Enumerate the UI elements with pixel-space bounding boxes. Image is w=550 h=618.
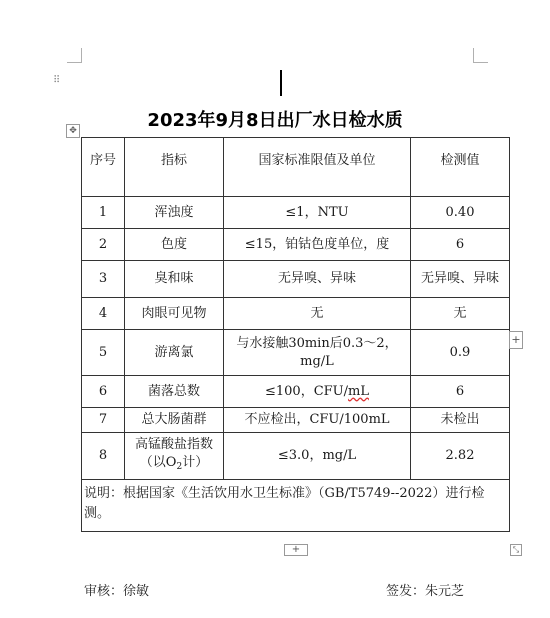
- drag-handle-icon[interactable]: ⠿: [53, 75, 60, 86]
- measured-value: 2.82: [411, 433, 510, 480]
- resize-icon[interactable]: ⤡: [510, 544, 522, 556]
- standard-limit: 无异嗅、异味: [224, 261, 411, 298]
- indicator-text: 计）: [182, 455, 209, 470]
- issuer-signature: 签发：朱元芝: [386, 584, 465, 599]
- note-row: [82, 480, 510, 532]
- standard-limit: ≤1，NTU: [224, 197, 411, 229]
- text-cursor: [280, 70, 282, 96]
- indicator-name-line: [127, 454, 221, 476]
- standard-limit: [224, 376, 411, 408]
- document-title: 2023年9月8日出厂水日检水质: [147, 110, 403, 131]
- indicator-name: 浑浊度: [125, 197, 224, 229]
- table-header-row: [82, 138, 510, 197]
- standard-limit: ≤15，铂钴色度单位，度: [224, 229, 411, 261]
- indicator-name: 臭和味: [125, 261, 224, 298]
- standard-limit: 无: [224, 298, 411, 330]
- indicator-name: 总大肠菌群: [125, 408, 224, 433]
- indicator-name: 肉眼可见物: [125, 298, 224, 330]
- indicator-name-line: 高锰酸盐指数: [134, 437, 213, 452]
- measured-value: 无: [411, 298, 510, 330]
- indicator-text: （以O: [139, 455, 177, 470]
- indicator-name: 游离氯: [125, 330, 224, 376]
- header-cell: 指标: [125, 138, 224, 197]
- table-row: [82, 376, 510, 408]
- measured-value: 0.40: [411, 197, 510, 229]
- standard-limit: ≤3.0，mg/L: [224, 433, 411, 480]
- table-row: [82, 433, 510, 480]
- add-row-icon[interactable]: +: [284, 544, 308, 556]
- standard-limit-line: mg/L: [300, 353, 334, 369]
- add-column-icon[interactable]: +: [509, 331, 523, 349]
- row-number: 5: [82, 330, 125, 376]
- note-text: 说明：根据国家《生活饮用水卫生标准》（GB/T5749--2022）进行检测。: [82, 480, 510, 532]
- measured-value: 未检出: [411, 408, 510, 433]
- indicator-name: [125, 433, 224, 480]
- move-icon[interactable]: ✥: [66, 124, 80, 138]
- measured-value: 6: [411, 229, 510, 261]
- row-number: 2: [82, 229, 125, 261]
- standard-limit: [224, 330, 411, 376]
- row-number: 7: [82, 408, 125, 433]
- subscript: 2: [176, 462, 183, 472]
- reviewer-signature: 审核：徐敏: [84, 584, 150, 599]
- header-cell: 检测值: [411, 138, 510, 197]
- measured-value: 6: [411, 376, 510, 408]
- table-row: [82, 330, 510, 376]
- measured-value: 无异嗅、异味: [411, 261, 510, 298]
- standard-limit-text: ≤100，CFU/: [265, 383, 349, 399]
- table-row: [82, 261, 510, 298]
- crop-mark-top-left: [67, 48, 82, 63]
- row-number: 8: [82, 433, 125, 480]
- indicator-name: 色度: [125, 229, 224, 261]
- row-number: 1: [82, 197, 125, 229]
- water-quality-table: [81, 137, 510, 532]
- measured-value: 0.9: [411, 330, 510, 376]
- standard-limit: 不应检出，CFU/100mL: [224, 408, 411, 433]
- table-row: [82, 298, 510, 330]
- table-row: [82, 197, 510, 229]
- row-number: 6: [82, 376, 125, 408]
- row-number: 4: [82, 298, 125, 330]
- indicator-name: 菌落总数: [125, 376, 224, 408]
- table-row: [82, 229, 510, 261]
- spellcheck-underline: mL: [348, 383, 369, 399]
- crop-mark-top-right: [473, 48, 488, 63]
- row-number: 3: [82, 261, 125, 298]
- standard-limit-line: 与水接触30min后0.3～2，: [236, 335, 398, 351]
- header-cell: 国家标准限值及单位: [224, 138, 411, 197]
- header-cell: 序号: [82, 138, 125, 197]
- table-row: [82, 408, 510, 433]
